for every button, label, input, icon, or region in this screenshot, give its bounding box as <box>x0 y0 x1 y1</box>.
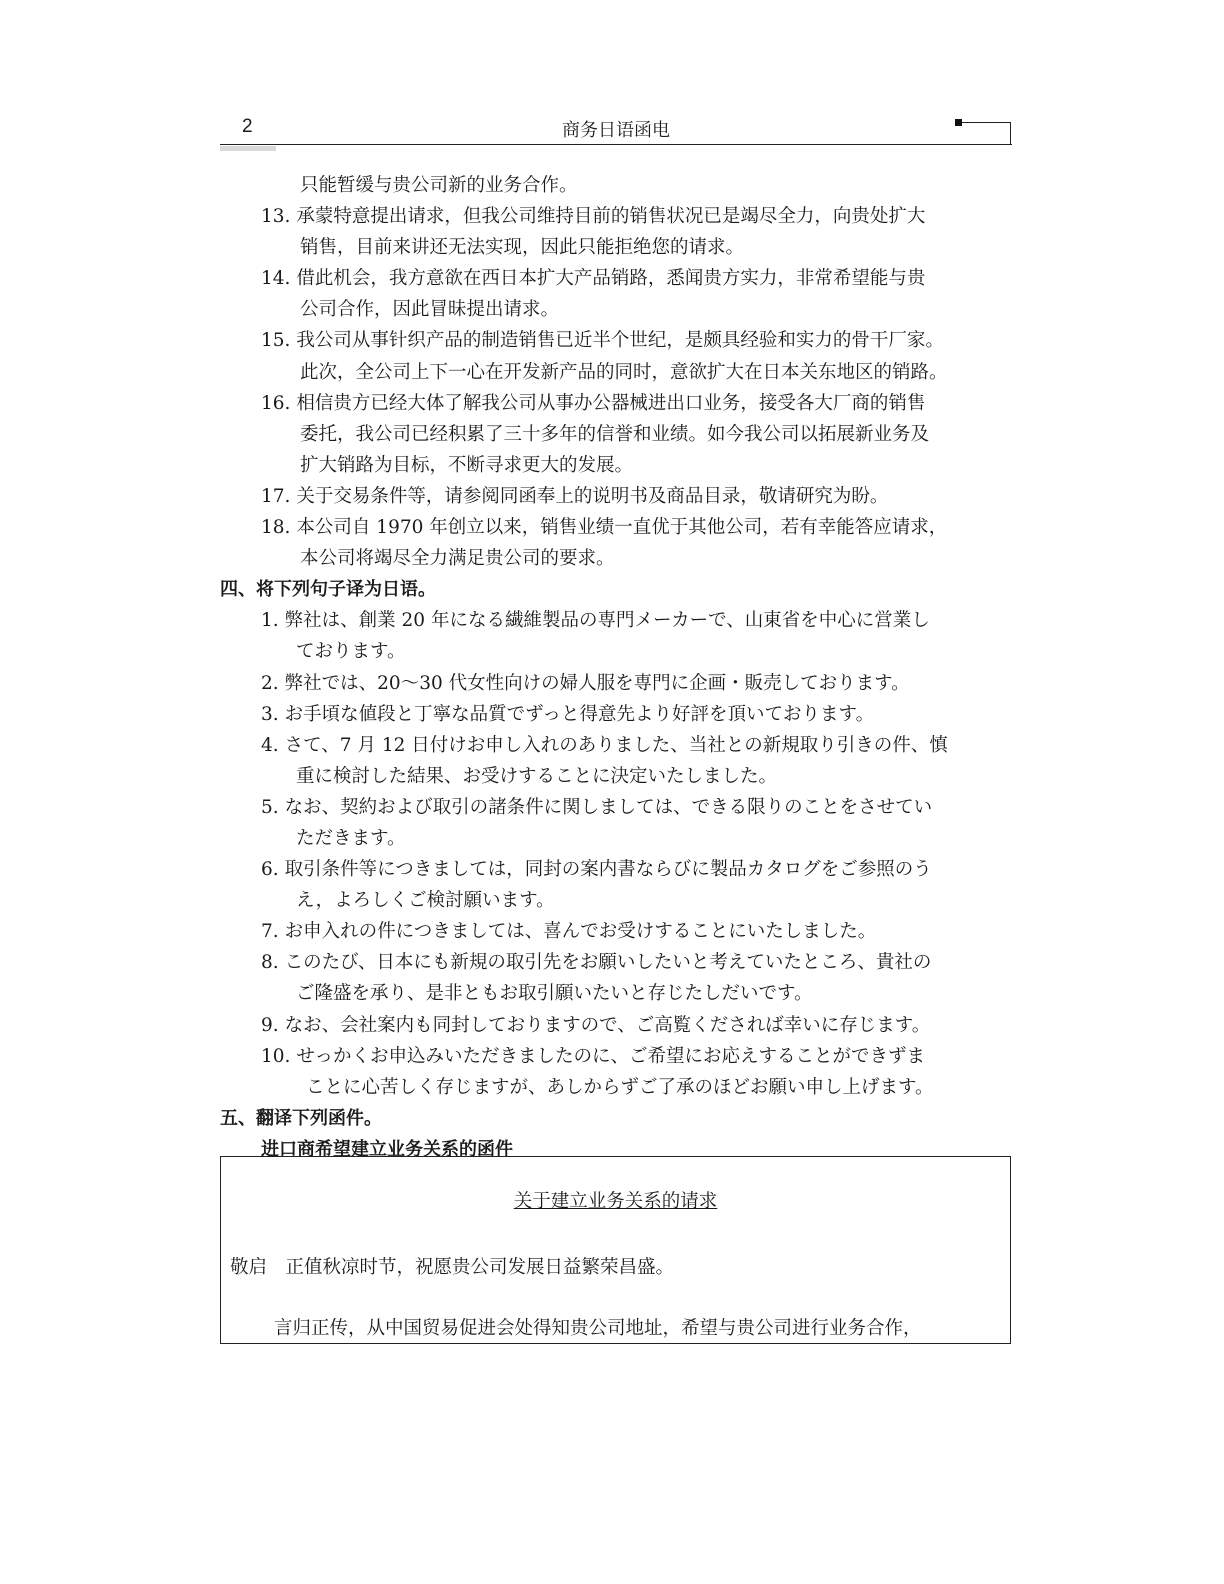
list-item-number: 1. <box>261 610 279 632</box>
letter-greeting: 敬启 正值秋凉时节，祝愿贵公司发展日益繁荣昌盛。 <box>230 1257 675 1278</box>
list-item-text: 本公司自 1970 年创立以来，销售业绩一直优于其他公司，若有幸能答应请求， <box>296 517 948 539</box>
list-item-text: 承蒙特意提出请求，但我公司维持目前的销售状况已是竭尽全力，向贵处扩大 <box>296 206 926 228</box>
running-header <box>220 114 1012 146</box>
list-item <box>220 668 1012 699</box>
list-item-text: 取引条件等につきましては，同封の案内書ならびに製品カタログをご参照のう <box>284 859 932 881</box>
letter-subheading: 进口商希望建立业务关系的函件 <box>261 1138 513 1160</box>
list-item <box>220 481 1012 512</box>
list-item <box>220 699 1012 730</box>
list-item-number: 14. <box>261 268 291 290</box>
list-item-continuation: 公司合作，因此冒昧提出请求。 <box>300 299 560 321</box>
list-item-text: さて、7 月 12 日付けお申し入れのありました、当社との新規取り引きの件、慎 <box>284 734 948 756</box>
list-item-number: 15. <box>261 330 291 352</box>
list-item-continuation: 委托，我公司已经积累了三十多年的信誉和业绩。如今我公司以拓展新业务及 <box>300 423 930 445</box>
page-number: 2 <box>242 116 253 137</box>
list-item-text: なお、会社案内も同封しておりますので、ご高覧くだされば幸いに存じます。 <box>284 1014 931 1036</box>
list-item-number: 3. <box>261 703 279 725</box>
list-item <box>220 512 1012 543</box>
list-item-continuation: 重に検討した結果、お受けすることに決定いたしました。 <box>296 765 778 787</box>
section-heading-4: 四、将下列句子译为日语。 <box>220 579 436 601</box>
list-item <box>220 201 1012 232</box>
list-item-text: 关于交易条件等，请参阅同函奉上的说明书及商品目录，敬请研究为盼。 <box>296 485 889 507</box>
list-item-number: 18. <box>261 517 291 539</box>
list-item-text: お手頃な値段と丁寧な品質でずっと得意先より好評を頂いております。 <box>284 703 875 725</box>
list-item-text: 弊社は、創業 20 年になる繊維製品の専門メーカーで、山東省を中心に営業し <box>284 610 930 632</box>
list-item <box>220 730 1012 761</box>
list-item-number: 4. <box>261 734 279 756</box>
list-item-text: せっかくお申込みいただきましたのに、ご希望にお応えすることができずま <box>296 1045 926 1067</box>
list-item-number: 10. <box>261 1045 291 1067</box>
letter-box <box>220 1156 1011 1344</box>
list-item <box>220 605 1012 636</box>
list-item <box>220 263 1012 294</box>
list-item-continuation: 销售，目前来讲还无法实现，因此只能拒绝您的请求。 <box>300 237 745 259</box>
header-corner-mark <box>957 122 1011 145</box>
list-item-continuation: ことに心苦しく存じますが、あしからずご了承のほどお願い申し上げます。 <box>306 1076 934 1098</box>
list-item-number: 17. <box>261 485 291 507</box>
list-item-text: 借此机会，我方意欲在西日本扩大产品销路，悉闻贵方实力，非常希望能与贵 <box>296 268 926 290</box>
header-shade <box>220 146 276 151</box>
list-item <box>220 792 1012 823</box>
list-item-continuation: 扩大销路为目标，不断寻求更大的发展。 <box>300 454 634 476</box>
section-heading-5: 五、翻译下列函件。 <box>220 1107 382 1129</box>
list-item <box>220 947 1012 978</box>
list-item-continuation: 本公司将竭尽全力满足贵公司的要求。 <box>300 548 615 570</box>
list-item-number: 8. <box>261 952 279 974</box>
letter-title: 关于建立业务关系的请求 <box>513 1191 718 1212</box>
list-item-continuation: ただきます。 <box>296 827 406 849</box>
list-item <box>220 388 1012 419</box>
list-item <box>220 854 1012 885</box>
list-item-text: お申入れの件につきましては、喜んでお受けすることにいたしました。 <box>284 921 877 943</box>
list-item-text: 弊社では、20～30 代女性向けの婦人服を専門に企画・販売しております。 <box>284 672 910 694</box>
list-item <box>220 1010 1012 1041</box>
list-item-number: 7. <box>261 921 279 943</box>
list-item <box>220 1041 1012 1072</box>
list-item-continuation: ご隆盛を承り、是非ともお取引願いたいと存じたしだいです。 <box>296 983 813 1005</box>
list-item-text: 我公司从事针织产品的制造销售已近半个世纪，是颇具经验和实力的骨干厂家。 <box>296 330 944 352</box>
list-item-number: 9. <box>261 1014 279 1036</box>
page-body <box>220 170 1012 1165</box>
chinese-sentence-list <box>220 201 1012 574</box>
list-item-number: 2. <box>261 672 279 694</box>
list-item-number: 6. <box>261 859 279 881</box>
japanese-sentence-list <box>220 605 1012 1103</box>
list-item-text: 相信贵方已经大体了解我公司从事办公器械进出口业务，接受各大厂商的销售 <box>296 392 926 414</box>
list-item-continuation: 只能暂缓与贵公司新的业务合作。 <box>300 175 578 196</box>
header-rule <box>220 144 1012 145</box>
running-title: 商务日语函电 <box>562 120 670 141</box>
list-item-number: 13. <box>261 206 291 228</box>
list-item-continuation: え，よろしくご検討願います。 <box>296 890 555 912</box>
list-item-text: なお、契約および取引の諸条件に関しましては、できる限りのことをさせてい <box>284 796 933 818</box>
letter-body: 言归正传，从中国贸易促进会处得知贵公司地址，希望与贵公司进行业务合作， <box>274 1318 922 1339</box>
list-item <box>220 916 1012 947</box>
list-item <box>220 325 1012 356</box>
list-item-continuation: 此次，全公司上下一心在开发新产品的同时，意欲扩大在日本关东地区的销路。 <box>300 361 948 383</box>
list-item-continuation: ております。 <box>296 641 406 663</box>
list-item-number: 5. <box>261 796 279 818</box>
list-item-text: このたび、日本にも新規の取引先をお願いしたいと考えていたところ、貴社の <box>284 952 932 974</box>
list-item-number: 16. <box>261 392 291 414</box>
